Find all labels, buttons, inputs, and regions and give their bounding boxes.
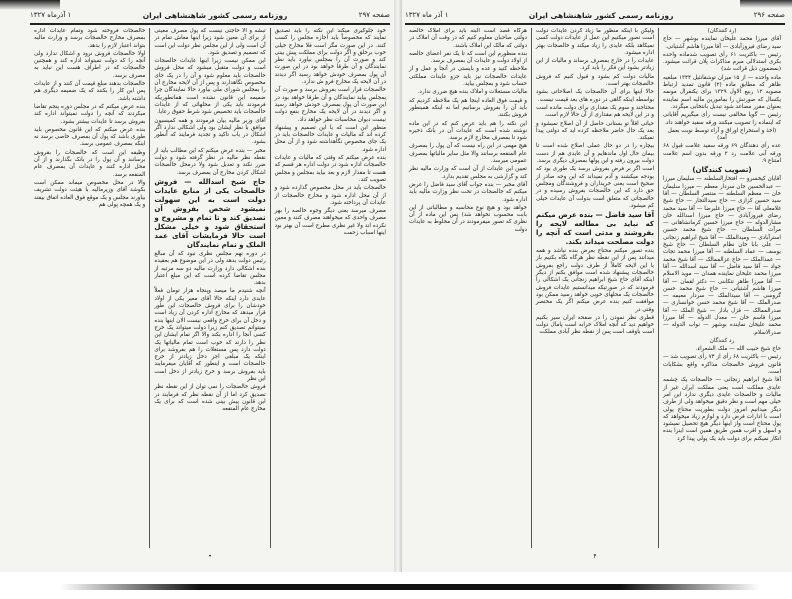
paragraph: خواهد بود و هیچ نوع محاسبه و مطالباتی از این بابت محسوب نخواهد شد) پس این ماده از آن نظری که تصور میفرمودند در آن مخلوط به عایدات دولت	[409, 204, 527, 233]
page-gutter	[394, 0, 402, 572]
scan-shadow	[740, 0, 792, 8]
text-column	[270, 28, 390, 548]
text-column	[531, 28, 658, 548]
paragraph: است اگر بر فرض بفروش برسد یک طوری بود که بودجه میکشند و آدم نمیداند که این وجه صادر از صحیح است یعنی خریداران و فروشندگان ومجلس حق دارد که این خالصجات بفروش رسیده و در خالصجاتی که متعلق است بدولت آن عایدات خیلی کم میشود.	[536, 166, 654, 209]
page-header	[30, 8, 390, 22]
paragraph: بنده عرض میکنم که وقتی که مالیات و عایدات خالصجات اداره شود در دولت اداره هر قسم که هست تا مقدار لازم و بعد بیاید بمجلس و مجلس تصویب کند.	[274, 155, 386, 183]
paragraph: آقای میرزا محمد علیخان نماینده بوشهر — حاج سید رضای فیروزآبادی — آقا میرزا هاشم آشتیانی.	[663, 36, 781, 50]
paragraph: خالصجات قرار است بفروش برسد و صورت آن بمجلس بیاید نمایندگان و آن طرقا خواهد بود در این صورت آن پول بمصرف خودش خواهد رسید و اگر دیدند در آن لایحه یک مخارج بنفع دولت نیست دیوان محاسبات نظر خواهد داد.	[274, 87, 386, 123]
paragraph: هیچ مهمی در این راه نیست که آن پول را بمصرف عام المنفعه برسانند والا مثل سایر مالیاتها بمصرف عمومی میرسد.	[409, 143, 527, 165]
paragraph: وظیفه این است که خالصجات را بفروش برسانند و آن پول را در بانک بگذارند و از آن محل اداره کنند و عایدات آن بمصرف عام المنفعه برسد.	[34, 149, 146, 178]
page-number: ۴	[593, 553, 597, 560]
speaker-heading: آقا سید فاضل — بنده عرض میکنم که نباید بی مطالعه لایحه را بفروشند و مدتی است که آنچه را دولت مصلحت میداند بکند.	[536, 211, 654, 247]
paragraph: بنده عرض میکنم که در مجلس دوره پنجم تقاضا میکردند که آنچه را دولت نمیتواند اداره کند بفروش برسد تا عایدات بیشتر بشود.	[34, 103, 146, 125]
paragraph: بنده منظورم این است که تا یک نفر اعضای خالصه از اولاد دولت و عایدات آن بمصرف برسد.	[409, 50, 527, 65]
paragraph: این ممکن نیست زیرا اینها عایدات خالصجات است و دولت متقبل میشود که محل فروش خالصجات باید معلوم شود و آن را در یک جای مخصوص نگاهدارند و پس از آن لایحه مخارج آن را بمجلس شورای ملی بیاورد حالا نمایندگان چرا ضمیمه این قانون نشده است همانطوریکه فرمودند باید یکی از محلهائی که از عایدات خالصجات باید تخصیص شود شرط حقوق رعایا.	[154, 58, 266, 116]
paragraph: حاج شیخ حبیب الله — ملک الشعراء.	[695, 346, 781, 353]
speaker-paragraph: آقا شیخ ابراهیم زنجانی — خالصجات یک چشمه عایدی مملکت است یعنی مملکت ایران غیر از مالیات و خالصجات عایدی دیگری ندارد این امر خیلی مهم است و نظر دقیق میخواهد ولی از طرف دیگر میدانیم امروز دولت بطوریت محتاج پولی است با ادارات قرض دارد و لوازم زیاد میخواهد که پول محتاج است واز اینها دیگر هیچ تحصیل نمیشود و اسهل و اقرب همین طریق همین است اینرا بنده انکار نمیکنم برای دولت باید یک پولی پیدا کرد	[663, 377, 781, 442]
paragraph: رئیس — باکثریت ۶۸ رأی از ۷۴ رأی تصویب شد — قانون فروش خالصجات مذاکره واقع بشکایات است.	[663, 354, 781, 376]
scan-edge	[60, 584, 760, 590]
paragraph: والا در محل مخصوص میماند ممکن است بکوشد آقای وزیرمالیه با هیئت دولت تشریف بیاورند مجلس و یک موقع فوق العاده اتفاق بیفتد و یک همچه پولی هم	[34, 179, 146, 208]
newspaper-title: روزنامه رسمی کشور شاهنشاهی ایران	[142, 10, 288, 20]
paragraph: عایدات را در خارج بمصرف برساند و مالیات از این زیادتر بشود این فکر را باید کرد.	[536, 58, 654, 72]
paragraph: بنده عرض میکنم که این قانون مخصوص باید طوری باشد که پول آن بمصرف خاصی برسد نه اینکه بمصرف عمومی برسد.	[34, 126, 146, 148]
paragraph: بنده تصور میکنم محتاج بعرض بنده نباشد و همه میدانند پس از این نقطه نظر هرگاه نگاه بکنیم باز با این لایحه کاملاً از طرف دولت راجع بفروش خالصجات پیشنهاد شده است موافق بکنم از دیگر اینکه آقای حاج شیخ ابراهیم زنجانی یک اشکالی را فرمودند که در صورتیکه میدانستیم عایدات فروش خالصجات یک محلهای خوبی خواهد رسید ممکن بود موافقت کنیم بنده عرض میکنم اگر یک مختصر وقتی در	[536, 248, 654, 313]
paragraph: مالیات مستغلات و املاک بنده هیچ ضرری ندارد.	[417, 89, 527, 96]
header-rule	[30, 23, 390, 25]
right-page	[405, 8, 785, 560]
paragraph: تعیین این عایدات از آن است که وزارت مالیه نظر کند و گزارشی به مجلس تقدیم بدارد.	[409, 166, 527, 180]
paragraph: قطری نظر نمودن را در صفحه ایران سیر بکنیم خواهیم دید که آنچه املاک خرابه است پامال دولت است باوقف است پس از نقطه نظر آبادی مملکت	[536, 314, 654, 336]
paragraph: تبشه و الا حاجتی نیست که پول مصرف معینی از برای آن معین شود زیرا اینها معاش تمام در آن است ولی از این مجلس نظر دولت این است که تصمیم و تصدیق شود.	[154, 28, 266, 56]
paragraph: این نکته را هم باید عرض کنم که در این ماده نوشته شده است که عایدات آن در بانک ذخیره شود تا بمصرف مخارج لازم برسد.	[409, 120, 527, 142]
paragraph: خالصجات فروخته شود وتمام عایدات اداره بمصرف مخارج خالصجات برسد و وزارت مالیه بتواند اعتبار لازم را بدهد.	[34, 28, 146, 49]
paragraph: و قیمت فوق العاده اینجا هم یک ملاحظه کردیم که باید آن را بفروش برسانیم اما نه اینکه همینطور فروش بکنند.	[409, 97, 527, 119]
issue-date: ۱ آذرماه ۱۳۲۷	[30, 11, 72, 19]
paragraph: فروش خالصجات را نمی توان از این نقطه نظر تصدیق کرد اما از آن نقطه نظر که فرمایند در این قانون پیش بینی شده است که برای یک مخارج عام المنفعه	[154, 384, 266, 413]
paragraph: رئیس — گویا مخالفی نیست رأی میگیریم آقایانی که اینماده را تصویب میکنند ورقه سفید خواهند داد.	[663, 112, 781, 126]
paragraph: خالصجات باید در محل مخصوص گذارده شود و از آن محل اداره شود و مخارج خالصجات از عایدات آن پرداخته شود.	[274, 185, 386, 206]
paragraph: آقای وزیر مالیه بیان فرمودند و همه کمیسیون موافق با نظر ایشان بود ولی اشکالی ندارد اگر اشکال در باب تاکید و تجدید فرمایند که آنطور بشود.	[154, 117, 266, 146]
newspaper-title: روزنامه رسمی کشور شاهنشاهی ایران	[528, 10, 674, 20]
page-number: •	[208, 553, 212, 560]
paragraph: خالصجات بدهند مبلغ قیمت آن کنند و از عایدات پس این کار را بکنند که یک ضمیمه دیگری هم داشته باشد.	[34, 81, 146, 102]
paragraph: منظور این است که با این تصمیم و پیشنهاد کرده اند که مالیات و عایدات خالصجات باید در یک جای مخصوص نگاهداشته شود و از آن محل اداره شود.	[274, 124, 386, 153]
left-page	[30, 8, 390, 560]
paragraph: خود جلوگیری میکند این نکته را باید تصدیق نمایند که مخصوصاً باید اجازه مجلس را کسب کنند. در این صورت مگر است فلا مخارج خیلی خوب برخلق و اگر دولت برای مملکت پیش بینی کند و صورت آن را بمجلس بیاورد باید نظر نمایندگان و آن طرقا خواهد بود در این صورت آن پول بمصرف خودش خواهد رسید اگر دیدند در آن لایحه یک مخارج فرو ش ندارد.	[274, 28, 386, 86]
paragraph: مخبر — بنده عرض میکنم که این مطالب باید از نقطه نظر مالیه در نظر گرفته شود و دولت ضرر نکند و تعدیل شود ولا درمحل خالصجات اشکال کردن مخارج آن بمصرف برسد.	[154, 147, 266, 176]
paragraph: رئیس — باکثریت ۶۱ رأی تصویب شدماده واحده بکری استدلالی مبرم مذاکرات پلان قرائت میشود. (بمضمون ذیل قرائت شد)	[663, 51, 781, 73]
text-column	[405, 28, 531, 548]
section-heading: (رد کنندگان)	[707, 28, 737, 34]
paragraph: در دوره نهم مجلس نظری نبود که آن مبالغ رئیس دولت بدهد ولی در این موضوع هم بعقیده بنده اشکالی دارد وزارت مالیه دو سه مرتبه از مجلس تقاضا کرده است که این مبلغ اعتبار بدهد.	[154, 250, 266, 287]
text-column	[149, 28, 269, 548]
header-rule	[405, 23, 785, 25]
page-label: صفحه ۲۹۷	[358, 11, 390, 19]
section-heading: (اخذ و استخراج اوراق و آراء توسط نوبت بعمل آمد)	[667, 127, 777, 142]
page-label: صفحه ۲۹۶	[753, 11, 785, 19]
paragraph: ماده واحده — از ۱۵ میزان توشقانئیل ۱۳۴۴ مبلغیه ظاهر که مطابق ماده (۲) قانون تمدید ارتباط مصوبه ۱۲ ربیع الاول ۱۳۲۹ برای یکنفرال مونمه یکسال که صورتش را بمامورین مالیه اسم نماینده بعنوان مقرر مصاعد شود تبدیل بانتخابی میگردد.	[663, 74, 781, 110]
paragraph: ولیکن با اینکه منظور ما زیاد کردن عایدات دولت است تصور میکنیم این عمل از عایدات دولت کسی نمیکاهد بلکه عایدی را زیاد میکند و خالصجات بهتر اداره میشود.	[536, 28, 654, 56]
paragraph: بیچاره را در دو حال عملی اصلاح شده است تا بیمان حال اول ماندهایم و آن عایدی هم از دست دولت بیرون رفته و این پولها بمصرف دیگری برسد.	[536, 143, 654, 165]
paragraph: مالیات دولت کم بشود و قبول کنیم که فروش خالصجات بهتر است.	[536, 73, 654, 88]
paragraph: حیاتی اقلاً تو بستانی حاصل از آن اصلاح نمیشود و بعد یک حال حاضر ملاحظه کرده اید که دولتی پیدا نمیکند.	[536, 120, 654, 142]
paragraph: هرگاه قصد است البته باید برای املاک خالصه دولتی صاحبان معلوم کنیم که در وقت آن املاک در دولتی که مالک این املاک باشند.	[409, 28, 527, 49]
paragraph: آقای مخبر — بنده جواب آقای سید فاضل را عرض میکنم که خالصجات در تحت نظر وزارت مالیه باید اداره شود.	[409, 181, 527, 203]
paragraph: اولا خالصجات فروش نرود و اشکال ندارد ولی آنچه را که دولت نمیتواند اداره کند و همچنین خالصجات که در اطراف هست این نباید به مصرف برسد.	[34, 50, 146, 79]
paragraph: حالا اینها برای آن خالصجات یک اصلاحاتی بشود بواسطه اینکه گاهی در دوره های بعد قیمت نیست.	[536, 89, 654, 103]
paragraph: عده رأی دهندگان ۶۹ ورقه سفید علامت قبول ۶۸ ورقه آبی علامت رد ۲ ورقه بدون اسم علامت امتناع ۹.	[663, 143, 781, 165]
text-column	[30, 28, 149, 548]
paragraph: ملاحظه کنید و عده و بایستی در آنجا و عمل و از عایدات خالصجات نیز باید جزو عایدات مملکتی حساب شود و بمجلس بیاید.	[409, 66, 527, 88]
section-heading: رد کنندگان	[709, 337, 735, 344]
paragraph: آقایان کیخسرو — افتخارالسلطنه — سلیمان میرزا — عبدالحسین خان سردار معظم — میرزا سلیمان خان — معظم السلطنه — منتصر السلطان — آقا سید حسین کزازی — حاج سیدالتجار — حاج شیخ غلامعلی آقا — حاج میرزا علیرضا — آقا سید محمد رضای فیروزآبادی — حاج میرزا اسدالله خان مشارالدوله — حاج میرزا حسین کرمانشاهانی — مرآت السلطان — حاج شیخ محمد حسین استرآبادی — ومیدالملک — آقا شیخ ابراهیم زنجانی — علی بابا خان نظام السلطان — حاج شیخ یوسف — عماد السلطنه — آقا میرزا محمد تجات — عمدالملک — حاج عزالممالک — آقا شیخ محمد جواد — آقا سید فاضل — آقا سید اسدالله — آقا میرزا محمد علیخان نماینده همدان — موید الاسلام — آقا میرزا طاهر تنکابنی — دکتر لقمان — آقا میرزا هاشم آشتیانی — حاج شیخ محمد حسن گروسی — آقا سیدالملک — سردار معیمه — صدرالملک — آقا شیخ محمد حسن خوانساری — صدرالممالک — قزل بادار — شیخ الملک — آقا میرزا قاسم خان — معدل الدوله — آقا میرزا محمد علیخان نماینده بوشهر — نواب الدوله — صدرالاسلام.	[663, 176, 781, 336]
paragraph: محتاجند و سوم یک مقداری برای دولت مانده است و در این لایحه هم مقداری از آن حالا لازم است.	[536, 104, 654, 119]
text-column	[658, 28, 785, 548]
issue-date: ۱ آذر ماه ۱۳۲۷	[405, 11, 449, 19]
page-header	[405, 8, 785, 22]
column-group	[30, 28, 390, 548]
column-group	[405, 28, 785, 548]
section-heading: (تصویب کنندگان)	[692, 166, 752, 175]
paragraph: آنچه شنیدم ما میصد وپنجاه هزار تومان فعلاً عایدی دارد اینکه حالا آقای معیر یکی از اولاد خودشان را برای فروش خالصجات این طور قرار میدهد که مخارج اداره کردن آن زیاد است و دخل آن برای خرج واقعی نیست الان اینها بنده نمیتوانم تصدیق کنم زیرا دولت میتواند یک خرج کسی آنجا را اداره بکند والا اگر تمام ایشان این نظر را دارند که خوب است تمام مالیاتها یک دولت دارد پس مستغلات را هم بفروشد برای اینکه یک مبلغی اجر دخل زیادتر از خرج خالصجات است و اینطور که آقایان میفرمایند باید بفروش برسد و خرج زیادتر از دخل است این نظر	[154, 288, 266, 382]
paragraph: مصرف میرسد یعنی دیگر وجوه خالصه را بهر مصرف واحدی که میخواهند مصرف کنند و معین نکرده اند ولا غیر نظری مطرح است آن بهتر بود اینها اسباب زحمت	[274, 208, 386, 237]
speaker-heading: حاج شیخ اسدالله — فروش خالصجات یکی از منابع عایدات دولت است به این سهولت نمیشود شخص بفروش آن تصدیق کند و تا تمام و مشروح و استحقاق شود و خیلی مشکل است حالا فرمایشات آقای عمد الملک و تمام نمایندگان	[154, 177, 266, 249]
